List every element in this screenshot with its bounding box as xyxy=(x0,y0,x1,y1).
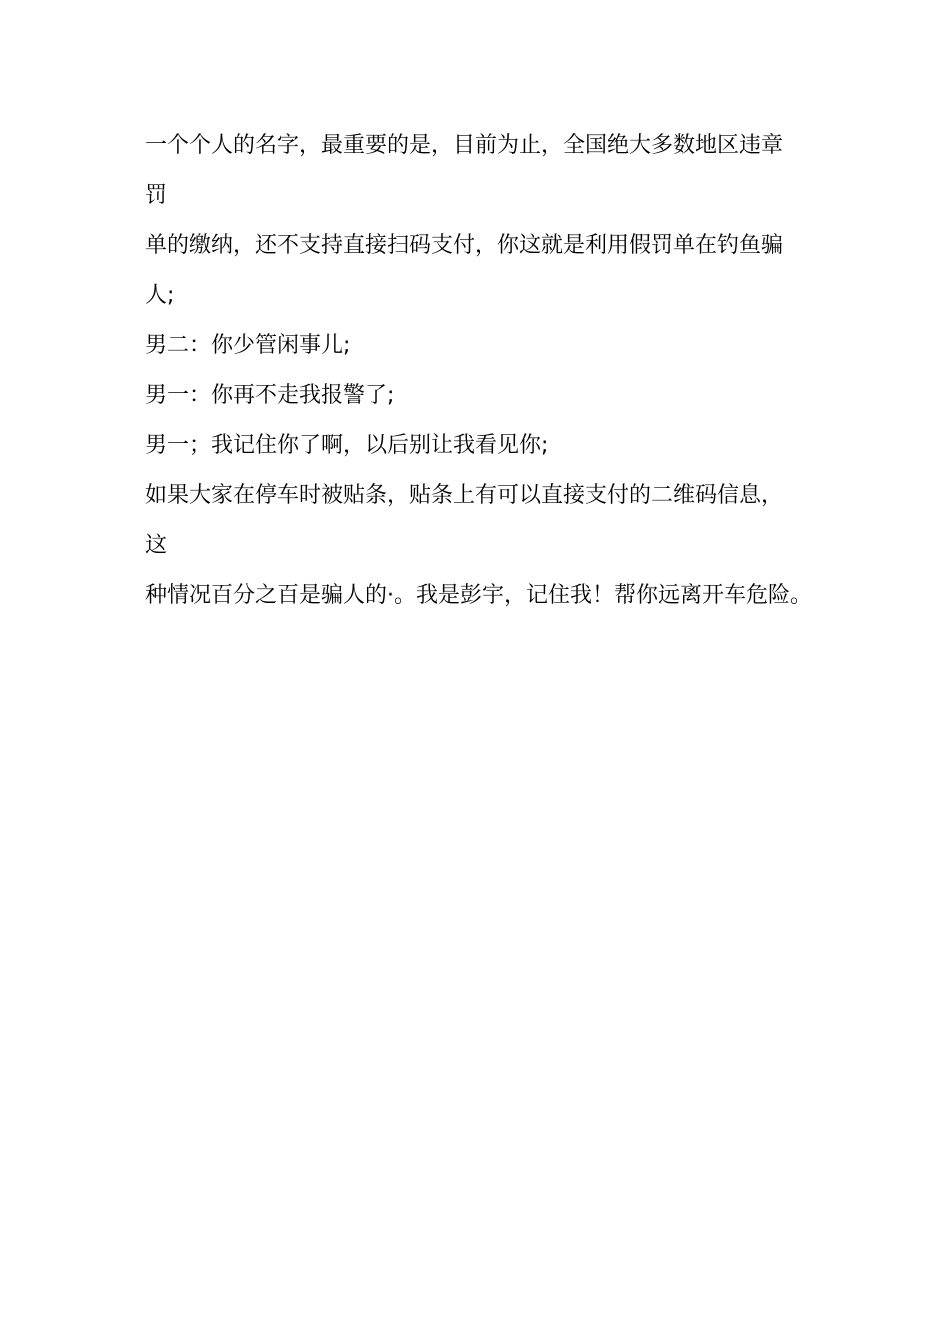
dialogue-line: 男一；我记住你了啊，以后别让我看见你; xyxy=(145,433,549,458)
text-line: 一个个人的名字，最重要的是，目前为止，全国绝大多数地区违章 xyxy=(145,133,784,158)
text-line: 种情况百分之百是骗人的·。我是彭宇，记住我！帮你远离开车危险。 xyxy=(145,583,812,608)
text-line: 如果大家在停车时被贴条，贴条上有可以直接支付的二维码信息， xyxy=(145,483,784,508)
dialogue-line: 男二：你少管闲事儿; xyxy=(145,333,351,358)
document-body xyxy=(145,121,835,621)
text-line: 这 xyxy=(145,533,168,558)
text-line: 罚 xyxy=(145,183,168,208)
text-line: 人; xyxy=(145,283,175,308)
text-line: 单的缴纳，还不支持直接扫码支付，你这就是利用假罚单在钓鱼骗 xyxy=(145,233,784,258)
dialogue-line: 男一：你再不走我报警了; xyxy=(145,383,395,408)
